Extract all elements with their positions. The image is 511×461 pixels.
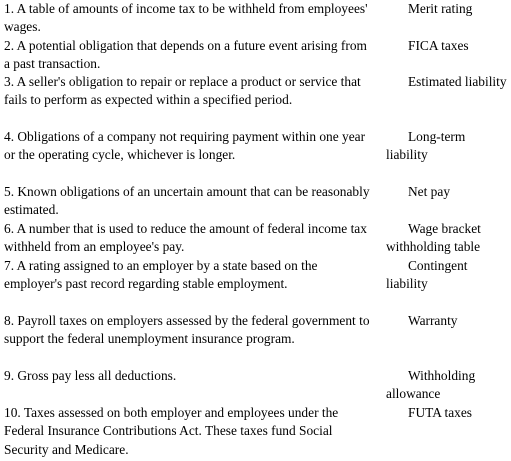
term-8: Warranty [408,313,458,328]
definition-5: 5. Known obligations of an uncertain amount that can be reasonably estimated. [4,184,370,218]
term-6: Wage bracket withholding table [386,221,481,255]
term-10: FUTA taxes [408,405,473,420]
definition-6: 6. A number that is used to reduce the amount of federal income tax withheld from an employee's pay. [4,221,367,255]
term-4: Long-term liability [386,129,466,163]
definition-9: 9. Gross pay less all deductions. [4,368,177,383]
definition-8: 8. Payroll taxes on employers assessed by the federal government to support the federal unemployment insurance program. [4,313,370,347]
definition-4: 4. Obligations of a company not requiring payment within one year or the operating cycle, whichever is longer. [4,129,366,163]
definition-7: 7. A rating assigned to an employer by a state based on the employer's past record regarding stable employment. [4,258,318,292]
term-5: Net pay [408,184,451,199]
definition-1: 1. A table of amounts of income tax to be withheld from employees' wages. [4,1,368,35]
definition-2: 2. A potential obligation that depends on a future event arising from a past transaction. [4,38,367,72]
definition-10: 10. Taxes assessed on both employer and employees under the Federal Insurance Contributions Act. These taxes fund Social Security and Medicare. [4,405,339,457]
term-3: Estimated liability [408,74,507,89]
term-2: FICA taxes [408,38,469,53]
term-7: Contingent liability [386,258,468,292]
term-1: Merit rating [408,1,473,16]
definition-3: 3. A seller's obligation to repair or replace a product or service that fails to perform as expected within a specified period. [4,74,361,108]
term-9: Withholding allowance [386,368,476,402]
